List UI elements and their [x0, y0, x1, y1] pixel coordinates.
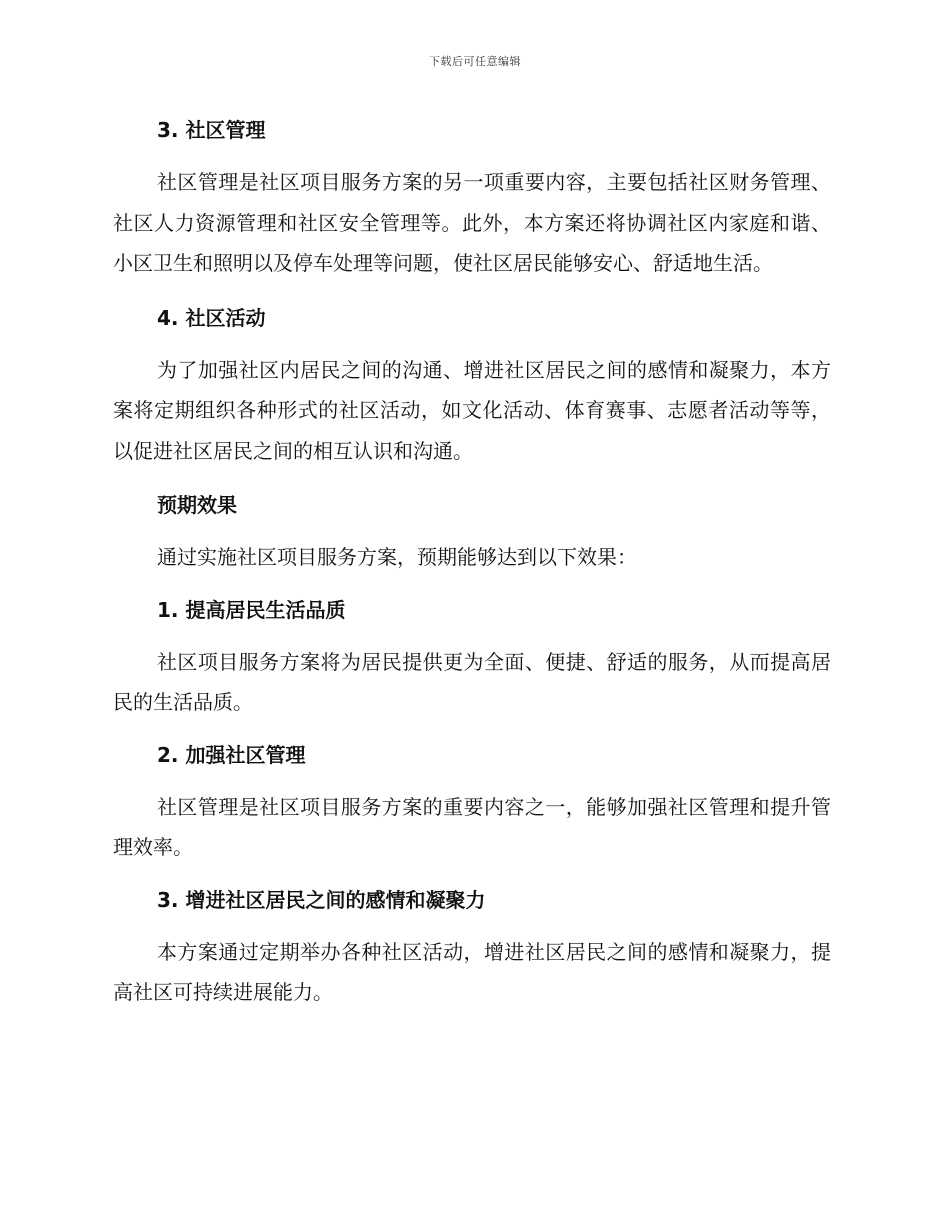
section-paragraph-expected-results: 通过实施社区项目服务方案，预期能够达到以下效果：: [157, 545, 637, 569]
section-heading-strengthen-management: 2. 加强社区管理: [157, 742, 306, 767]
section-paragraph-community-cohesion: 本方案通过定期举办各种社区活动，增进社区居民之间的感情和凝聚力，提高社区可持续进展能力。: [113, 939, 831, 1004]
section-paragraph-quality-of-life: 社区项目服务方案将为居民提供更为全面、便捷、舒适的服务，从而提高居民的生活品质。: [113, 649, 831, 714]
section-paragraph-strengthen-management: 社区管理是社区项目服务方案的重要内容之一，能够加强社区管理和提升管理效率。: [113, 794, 831, 859]
section-paragraph-community-management: 社区管理是社区项目服务方案的另一项重要内容，主要包括社区财务管理、社区人力资源管理和社区安全管理等。此外，本方案还将协调社区内家庭和谐、小区卫生和照明以及停车处理等问题，使社区居民能够安心、舒适地生活。: [113, 170, 831, 275]
section-heading-community-activities: 4. 社区活动: [157, 305, 266, 330]
section-heading-community-management: 3. 社区管理: [157, 118, 266, 142]
section-heading-quality-of-life: 1. 提高居民生活品质: [157, 597, 346, 622]
document-body: [113, 110, 831, 1025]
section-heading-expected-results: 预期效果: [157, 493, 237, 517]
section-paragraph-community-activities: 为了加强社区内居民之间的沟通、增进社区居民之间的感情和凝聚力，本方案将定期组织各种形式的社区活动，如文化活动、体育赛事、志愿者活动等等，以促进社区居民之间的相互认识和沟通。: [113, 357, 831, 463]
section-heading-community-cohesion: 3. 增进社区居民之间的感情和凝聚力: [157, 887, 486, 912]
page-header: 下载后可任意编辑: [429, 55, 521, 68]
